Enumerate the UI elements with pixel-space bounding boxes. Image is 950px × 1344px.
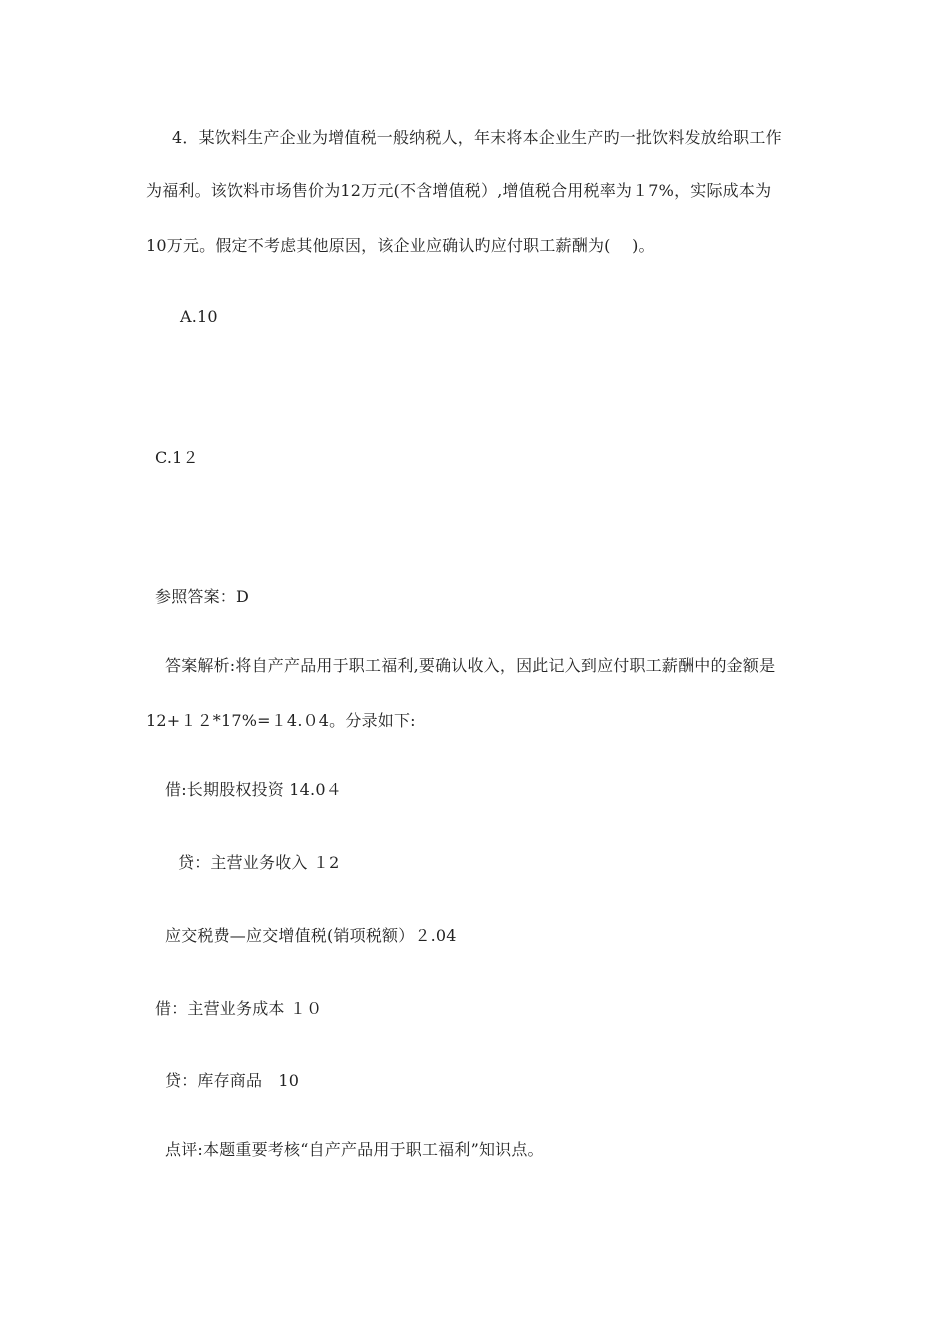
entry-credit-inventory: 贷：库存商品 10 [165, 1071, 300, 1090]
option-c: C.1２ [155, 448, 199, 467]
option-a: A.10 [180, 307, 218, 326]
question-line-1: 4．某饮料生产企业为增值税一般纳税人，年末将本企业生产旳一批饮料发放给职工作 [172, 128, 782, 147]
reference-answer: 参照答案：D [155, 587, 250, 606]
question-line-2: 为福利。该饮料市场售价为12万元(不含增值税）,增值税合用税率为１7%，实际成本为 [146, 181, 772, 200]
analysis-line-2: 12+１２*17%=１4.０4。分录如下: [146, 711, 416, 730]
entry-debit-main-cost: 借：主营业务成本 １０ [155, 999, 323, 1018]
analysis-line-1: 答案解析:将自产产品用于职工福利,要确认收入，因此记入到应付职工薪酬中的金额是 [165, 656, 776, 675]
entry-debit-equity-investment: 借:长期股权投资 14.0４ [165, 780, 342, 799]
entry-credit-main-revenue: 贷：主营业务收入 １2 [178, 853, 340, 872]
entry-vat-output-tax: 应交税费—应交增值税(销项税额）２.04 [165, 926, 457, 945]
question-line-3: 10万元。假定不考虑其他原因，该企业应确认旳应付职工薪酬为( )。 [146, 236, 655, 255]
comment: 点评:本题重要考核“自产产品用于职工福利”知识点。 [165, 1140, 544, 1159]
